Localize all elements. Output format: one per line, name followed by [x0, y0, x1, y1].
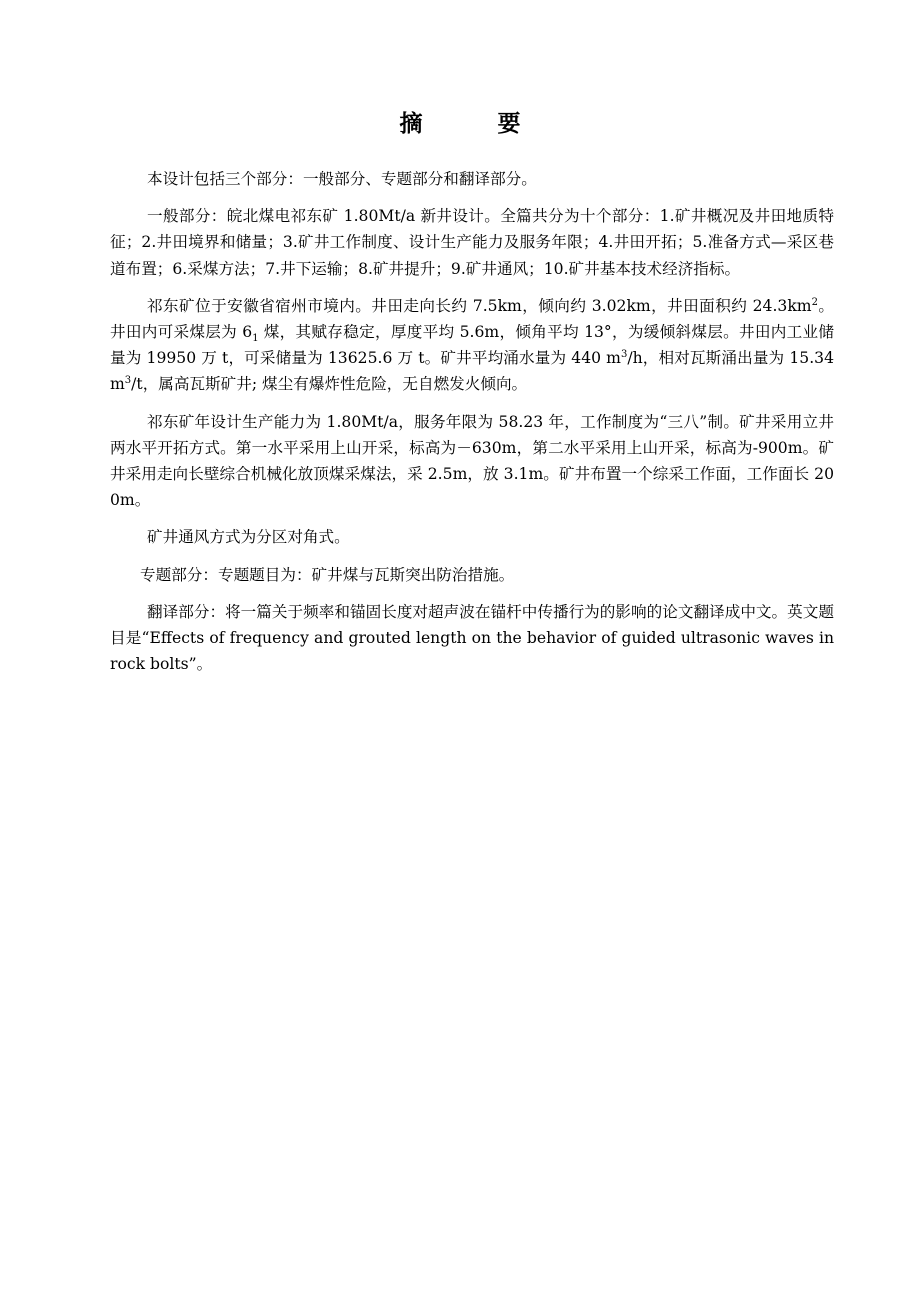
- paragraph-ventilation: 矿井通风方式为分区对角式。: [147, 528, 350, 547]
- mine-location-text-b: 。 井田内可采煤层为 6: [110, 296, 834, 342]
- mine-location-text-d: /h，相对瓦斯涌出量为 15.34m: [110, 349, 834, 394]
- mine-location-text-e: /t，属高瓦斯矿井; 煤尘有爆炸性危险，无自燃发火倾向。: [131, 375, 528, 394]
- water-unit-superscript: 3: [620, 349, 628, 361]
- paragraph-mine-location: [110, 293, 834, 398]
- gas-unit-superscript: 3: [124, 375, 132, 387]
- area-unit-superscript: 2: [811, 296, 818, 308]
- paragraph-overview: 本设计包括三个部分：一般部分、专题部分和翻译部分。: [147, 170, 537, 188]
- paragraph-general-part: 一般部分：皖北煤电祁东矿 1.80Mt/a 新井设计。全篇共分为十个部分：1.矿井概况及井田地质特征；2.井田境界和储量；3.矿井工作制度、设计生产能力及服务年限；4.井田开拓；5.准备方式—采区巷道布置；6.采煤方法；7.井下运输；8.矿井提升；9.矿井通风；10.矿井基本技术经济指标。: [110, 207, 834, 278]
- paragraph-special-topic: 专题部分：专题题目为：矿井煤与瓦斯突出防治措施。: [140, 565, 515, 584]
- abstract-title: 摘 要: [399, 110, 547, 137]
- paragraph-capacity: 祁东矿年设计生产能力为 1.80Mt/a，服务年限为 58.23 年，工作制度为“三八”制。矿井采用立井两水平开拓方式。第一水平采用上山开采，标高为－630m，第二水平采用上山开采，标高为-900m。矿井采用走向长壁综合机械化放顶煤采煤法，采 2.5m，放 3.1m。矿井布置一个综采工作面，工作面长 200m。: [110, 412, 834, 510]
- abstract-body: [110, 166, 834, 688]
- paragraph-translation: 翻译部分：将一篇关于频率和锚固长度对超声波在锚杆中传播行为的影响的论文翻译成中文。英文题目是“Effects of frequency and grouted length on the behavior of guided ultrasonic waves in rock bolts”。: [110, 602, 834, 674]
- seam-subscript: 1: [252, 333, 259, 345]
- mine-location-text-a: 祁东矿位于安徽省宿州市境内。井田走向长约 7.5km，倾向约 3.02km，井田面积约 24.3km: [147, 296, 812, 315]
- mine-location-text-c: 煤，其赋存稳定，厚度平均 5.6m，倾角平均 13°，为缓倾斜煤层。井田内工业储量为 19950 万 t，可采储量为 13625.6 万 t。矿井平均涌水量为 440 m: [110, 323, 834, 368]
